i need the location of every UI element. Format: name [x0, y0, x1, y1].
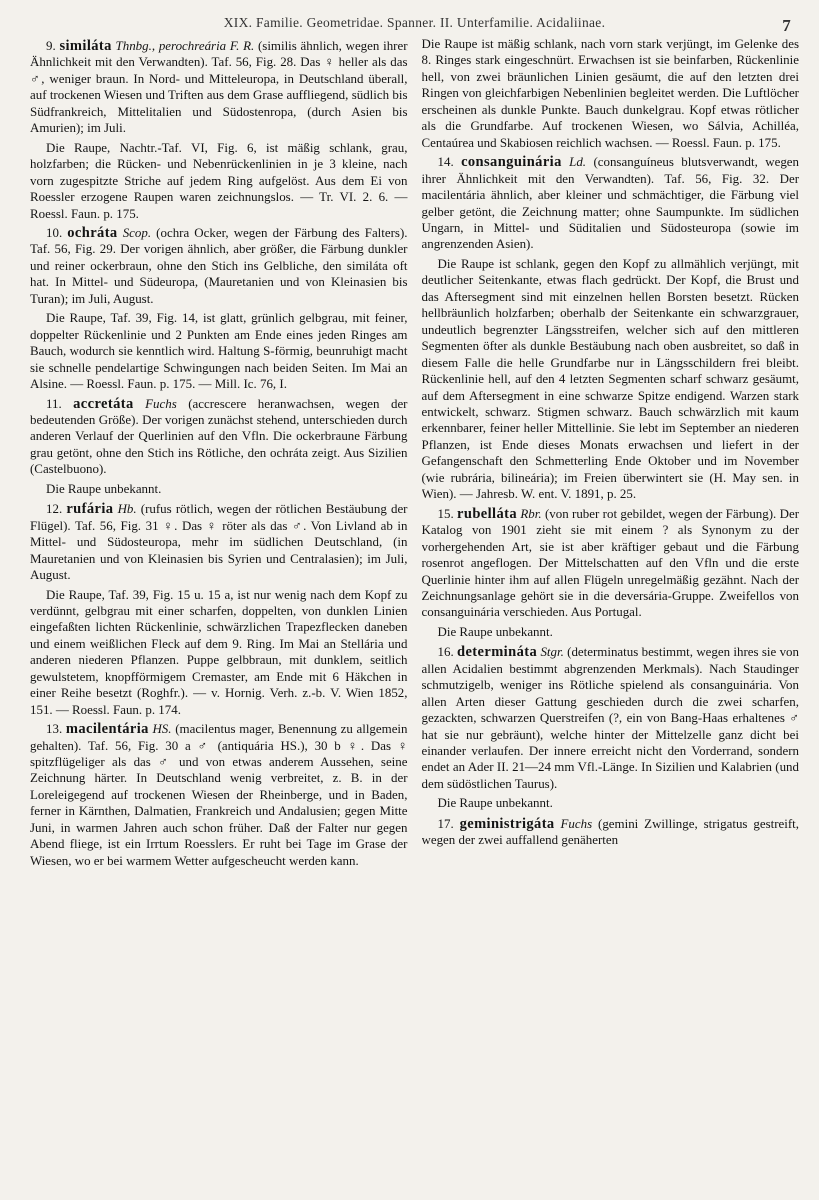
species-number: 12. [46, 501, 63, 517]
species-author: Ld. [569, 154, 587, 170]
species-entry [30, 225, 408, 307]
species-number: 9. [46, 38, 56, 53]
species-entry [422, 506, 800, 621]
larva-paragraph: Die Raupe ist schlank, gegen den Kopf zu allmählich verjüngt, mit deutlicher Seitenkante, etwas flach gedrückt. Der Kopf, die Brust und das Aftersegment sind mit einzelnen hellen Borsten besetzt. Rücken hellbräunlich holzfarben; oberhalb der Seitenkante ein schwarzgrauer, undeutlich begrenzter Längsstreifen, welcher sich auf den mittleren Segmenten öfter als dunkle Bestäubung nach oben ausbreitet, so daß in diesem Falle die helle Grundfarbe nur in Längsschildern frei bleibt. Rückenlinie hell, auf den 4 letzten Segmenten scharf schwarz gesäumt, auf dem Aftersegment in eine schwarze Spitze endigend. Warzen stark entwickelt, schwarz. Stigmen schwarz. Bauch schwärzlich mit kaum erkennbarer, feiner heller Mittellinie. Sie lebt im September an niederen Pflanzen, ist Ende dieses Monats erwachsen und liefert in der Gefangenschaft den Schmetterling Ende Oktober und im November (wie rubrária, bilineária); im Freien überwintert sie (H. May sen. in Wien). — Jahresb. W. ent. V. 1891, p. 25. [421, 255, 799, 502]
species-entry [30, 396, 408, 478]
species-author: Scop. [122, 224, 152, 240]
right-column [422, 36, 800, 872]
species-entry [422, 816, 800, 849]
species-name: geministrigáta [459, 815, 555, 832]
species-description: (accrescere heranwachsen, wegen der bedeutenden Größe). Der vorigen zunächst stehend, unterschieden durch anderen Verlauf der Querlinien auf den Vfln. Die ockerbraune Färbung grau getönt, ohne den Stich ins Rötliche, den ochráta zeigt. Aus Sizilien (Castelbuono). [30, 395, 408, 477]
species-name: rubelláta [457, 505, 518, 522]
species-author: Fuchs [560, 815, 593, 831]
species-entry [30, 501, 408, 583]
species-description: (gemini Zwillinge, strigatus gestreift, wegen der zwei auffallend genäherten [421, 815, 799, 848]
species-entry [30, 721, 408, 869]
header-title: XIX. Familie. Geometridae. Spanner. II. Unterfamilie. Acidaliinae. [223, 15, 606, 30]
species-author: Thnbg., perochreária F. R. [115, 38, 255, 53]
larva-paragraph: Die Raupe, Nachtr.-Taf. VI, Fig. 6, ist mäßig schlank, grau, holzfarben; die Rücken- und Nebenrückenlinien in je 3 kleine, nach vorn zugespitzte Striche auf jedem Ring aufgelöst. Aus dem Ei von Roessler erzogene Raupen waren zeichnungslos. — Tr. VI. 2. 6. — Roessl. Faun. p. 175. [30, 139, 408, 221]
species-number: 11. [46, 395, 62, 411]
species-description: (consanguíneus blutsverwandt, wegen ihrer Ähnlichkeit mit den Verwandten). Taf. 56, Fig. 32. Der macilentária ähnlich, aber kleiner und schmächtiger, die Färbung viel gelber getönt, die Zeichnung matter; ohne Saumpunkte. Im südlichen Ungarn, in Mittel- und Süditalien und Südosteuropa (sowie im angrenzenden Asien). [421, 154, 799, 252]
species-entry [30, 38, 408, 137]
species-author: HS. [152, 721, 172, 737]
species-name: accretáta [73, 395, 134, 412]
left-column [30, 36, 408, 872]
species-name: ochráta [67, 224, 118, 241]
species-name: similáta [59, 38, 112, 54]
species-number: 10. [46, 224, 63, 240]
species-number: 16. [437, 644, 454, 660]
species-name: rufária [66, 501, 114, 518]
species-description: (determinatus bestimmt, wegen ihres sie von allen Acidalien bestimmt abgrenzenden Merkmals). Nach Staudinger schmutzigelb, weniger ins Rötliche spielend als consanguinária. Von allen Arten dieser Gattung geschieden durch die zwei scharfen, gezackten, schwarzen Querstreifen (?, ein von Bang-Haas erhaltenes ♂ hat sie nur gebräunt), welche hinter der Mittelzelle ganz dicht bei einander verlaufen. Der innere erreicht nicht den Vorderrand, sondern endet an Ader II. 21—24 mm Vfl.-Länge. In Sizilien und Kalabrien (und dem südöstlichen Taurus). [421, 644, 799, 791]
running-header [30, 10, 799, 36]
species-number: 14. [437, 154, 454, 170]
species-description: (similis ähnlich, wegen ihrer Ähnlichkeit mit den Verwandten). Taf. 56, Fig. 28. Das ♀ heller als das ♂, weniger braun. In Nord- und Mitteleuropa, in Deutschland überall, auf trockenen Wiesen und Triften aus dem Grase auffliegend, südlich bis Südfrankreich, Mittelitalien und Südostenropa, (durch Asien bis Amurien); im Juli. [30, 38, 408, 136]
species-name: macilentária [65, 721, 149, 738]
species-author: Rbr. [520, 505, 542, 521]
larva-unknown-note: Die Raupe unbekannt. [437, 795, 553, 811]
species-description: (rufus rötlich, wegen der rötlichen Bestäubung der Flügel). Taf. 56, Fig. 31 ♀. Das ♀ röter als das ♂. Von Livland ab in Mittel- und Südosteuropa, mehr im südlichen Deutschland, (in Mauretanien und von Kleinasien bis Syrien und Centralasien); im Juli, August. [30, 501, 408, 583]
species-description: (macilentus mager, Benennung zu allgemein gehalten). Taf. 56, Fig. 30 a ♂ (antiquária HS.), 30 b ♀. Das ♀ spitzflügeliger als das ♂ und von etwas anderem Aussehen, seine Zeichnung härter. In Deutschland wenig verbreitet, z. B. in der Loreleigegend auf trockenen Wiesen der Rheinberge, und in Baden, ferner in Kärnthen, Dalmatien, Frankreich und Andalusien; gegen Mitte Juni, in warmen Jahren auch schon früher. Daß der Falter nur gegen Abend fliege, ist ein Irrtum Roesslers. Er ruht bei Tage im Grase der Wiesen, wo er bei warmem Wetter aufgescheucht werden kann. [30, 721, 408, 868]
species-entry [422, 154, 800, 253]
species-name: determináta [457, 644, 538, 661]
text-columns [30, 36, 799, 872]
species-number: 15. [437, 505, 454, 521]
species-number: 13. [46, 721, 63, 737]
larva-paragraph: Die Raupe ist mäßig schlank, nach vorn stark verjüngt, im Gelenke des 8. Ringes stark eingeschnürt. Erwachsen ist sie beinfarben, Rückenlinie hell, von zwei bräunlichen Linien gesäumt, die auf den letzten drei Ringen von gleichfarbigen Nebenlinien begleitet werden. Die Luftlöcher erscheinen als dunkle Punkte. Bauch dunkelgrau. Kopf etwas rötlicher als die Grundfarbe. Auf trockenen Wiesen, wo Sálvia, Achilléa, Centaúrea und Skabiosen reichlich wachsen. — Roessl. Faun. p. 175. [421, 36, 799, 150]
species-description: (von ruber rot gebildet, wegen der Färbung). Der Katalog von 1901 zieht sie mit einem ? als Synonym zu der vorhergehenden Art, sie ist aber kräftiger gebaut und die Färbung rosenrot angeflogen. Der Mittelschatten auf den Vfln und die erste Querlinie hinter ihm auf allen Flügeln unregelmäßig gezähnt. Nach der Zeichnungsanlage gehört sie in die deversária-Gruppe. Zweifellos von consanguinária verschieden. Aus Portugal. [421, 505, 799, 620]
page-number: 7 [782, 16, 791, 35]
species-author: Fuchs [145, 395, 177, 411]
species-number: 17. [437, 815, 454, 831]
species-description: (ochra Ocker, wegen der Färbung des Falters). Taf. 56, Fig. 29. Der vorigen ähnlich, aber größer, die Färbung dunkler und reiner ockerbraun, ohne den Stich ins Gelbliche, den similáta oft hat. In Mittel- und Südeuropa, (Mauretanien und von Kleinasien bis Turan); im Juli, August. [30, 224, 408, 306]
larva-unknown-note: Die Raupe unbekannt. [46, 480, 162, 496]
species-entry [422, 644, 800, 792]
species-name: consanguinária [461, 154, 562, 171]
species-author: Stgr. [540, 644, 564, 660]
larva-paragraph: Die Raupe, Taf. 39, Fig. 15 u. 15 a, ist nur wenig nach dem Kopf zu verdünnt, gelbgrau mit einer scharfen, doppelten, von dunklen Linien eingefaßten lichten Rückenlinie, schwärzlichen Trapezflecken daneben und einem weißlichen Fleck auf dem 9. Ring. Im Mai an Stellária und anderen niederen Pflanzen. Puppe gelbbraun, mit dunklem, seitlich gewulstetem, knopfförmigem Cremaster, am Ende mit 6 Häkchen in einer Reihe besetzt (Roghfr.). — v. Hornig. Verh. z.-b. V. Wien 1852, 151. — Roessl. Faun. p. 174. [30, 586, 408, 717]
larva-unknown-note: Die Raupe unbekannt. [437, 623, 553, 639]
larva-paragraph: Die Raupe, Taf. 39, Fig. 14, ist glatt, grünlich gelbgrau, mit feiner, doppelter Rückenlinie und 2 Punkten am Ende eines jeden Ringes am Bauch, wodurch sie kenntlich wird. Haltung S-förmig, beunruhigt macht sie schnelle pendelartige Schwingungen nach beiden Seiten. Im Mai an Alsine. — Roessl. Faun. p. 175. — Mill. Ic. 76, I. [30, 310, 408, 392]
species-author: Hb. [117, 501, 137, 517]
